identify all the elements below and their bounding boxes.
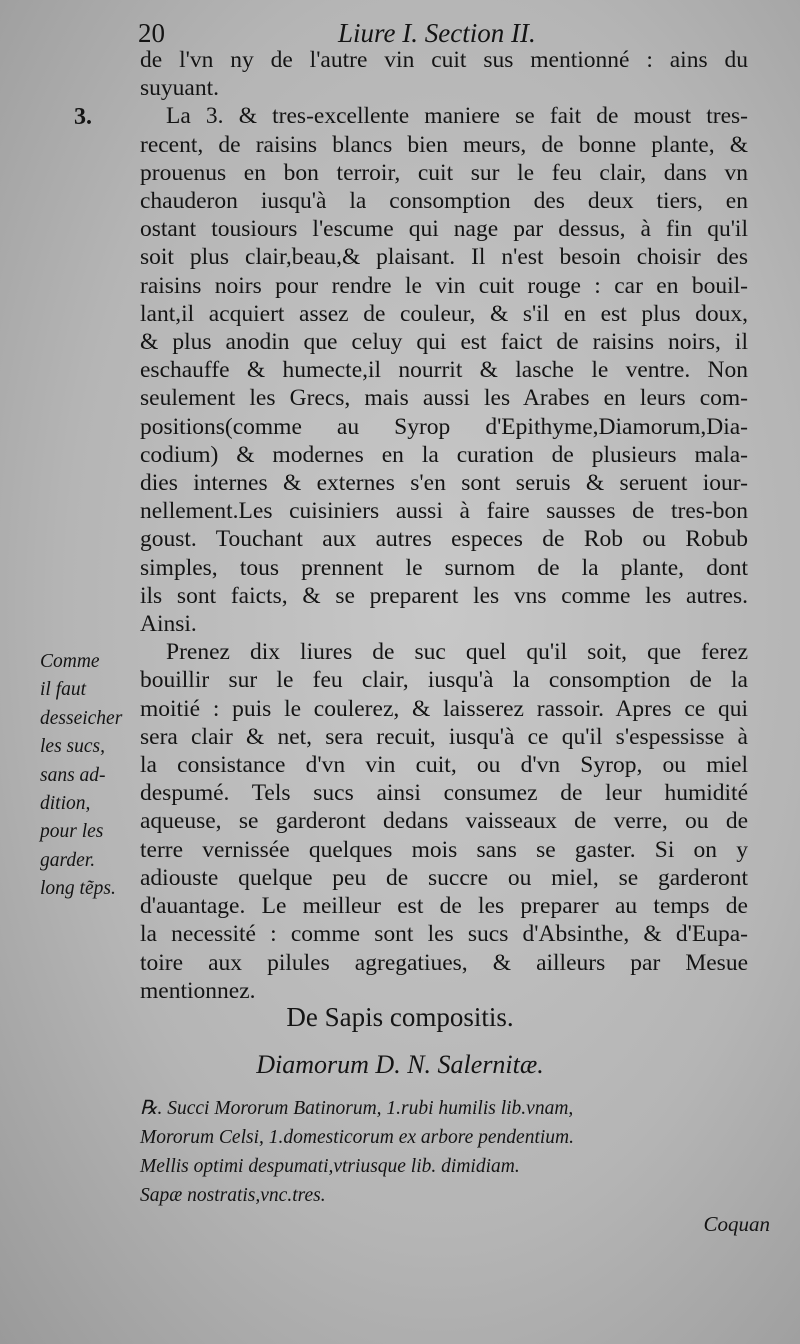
text-line: la necessité : comme sont les sucs d'Absinthe, & d'Eupa- (140, 921, 748, 948)
text-line: Prenez dix liures de suc quel qu'il soit, que ferez (166, 639, 748, 666)
text-line: adiouste quelque peu de succre ou miel, se garderont (140, 864, 748, 891)
text-line: ils sont faicts, & se preparent les vns comme les autres. (140, 582, 748, 609)
recipe-line: Mellis optimi despumati,vtriusque lib. dimidiam. (140, 1156, 520, 1177)
text-line: aqueuse, se garderont dedans vaisseaux de verre, ou de (140, 808, 748, 835)
text-line: d'auantage. Le meilleur est de les preparer au temps de (140, 893, 748, 920)
paragraph-3 (140, 638, 748, 1005)
text-line: bouillir sur le feu clair, iusqu'à la consomption de la (140, 667, 748, 694)
margin-note-line: les sucs, (40, 736, 105, 758)
text-line: nellement.Les cuisiniers aussi à faire sausses de tres-bon (140, 498, 748, 525)
text-line: ostant tousiours l'escume qui nage par dessus, à fin qu'il (140, 216, 748, 243)
recipe-title: Diamorum D. N. Salernitæ. (256, 1050, 544, 1079)
margin-note-line: long tẽps. (40, 878, 116, 900)
margin-number: 3. (74, 104, 92, 130)
catchword: Coquan (703, 1212, 770, 1236)
margin-note-line: dition, (40, 793, 91, 815)
text-line: Ainsi. (140, 611, 197, 638)
text-line: suyuant. (140, 75, 219, 102)
margin-note (40, 648, 140, 904)
text-line: sera clair & net, sera recuit, iusqu'à ce qu'il s'espessisse à (140, 723, 748, 750)
text-line: raisins noirs pour rendre le vin cuit rouge : car en bouil- (140, 272, 748, 299)
recipe-line: Mororum Celsi, 1.domesticorum ex arbore pendentium. (140, 1127, 574, 1148)
text-line: & plus anodin que celuy qui est faict de raisins noirs, il (140, 329, 748, 356)
paragraph-1 (140, 46, 748, 102)
text-line: recent, de raisins blancs bien meurs, de bonne plante, & (140, 131, 748, 158)
recipe-line: Sapæ nostratis,vnc.tres. (140, 1185, 326, 1206)
section-title: De Sapis compositis. (286, 1002, 514, 1032)
margin-note-line: garder. (40, 849, 96, 871)
paragraph-2 (140, 102, 748, 638)
text-line: dies internes & externes s'en sont seruis & seruent iour- (140, 470, 748, 497)
text-line: lant,il acquiert assez de couleur, & s'il en est plus doux, (140, 300, 748, 327)
text-line: de l'vn ny de l'autre vin cuit sus mentionné : ains du (140, 47, 748, 73)
text-line: simples, tous prennent le surnom de la plante, dont (140, 554, 748, 581)
recipe-line: ℞. Succi Mororum Batinorum, 1.rubi humilis lib.vnam, (140, 1098, 574, 1119)
text-line: positions(comme au Syrop d'Epithyme,Diamorum,Dia- (140, 413, 748, 440)
text-line: toire aux pilules agregatiues, & ailleurs par Mesue (140, 949, 748, 976)
text-line: prouenus en bon terroir, cuit sur le feu clair, dans vn (140, 159, 748, 186)
margin-note-line: desseicher (40, 707, 123, 729)
text-line: La 3. & tres-excellente maniere se fait de moust tres- (166, 103, 748, 130)
margin-note-line: il faut (40, 679, 87, 701)
text-line: codium) & modernes en la curation de plusieurs mala- (140, 441, 748, 468)
running-head: Liure I. Section II. (338, 18, 536, 48)
text-line: terre vernissée quelques mois sans se gaster. Si on y (140, 836, 748, 863)
text-line: eschauffe & humecte,il nourrit & lasche le ventre. Non (140, 357, 748, 384)
text-line: soit plus clair,beau,& plaisant. Il n'est besoin choisir des (140, 244, 748, 271)
margin-note-line: sans ad- (40, 764, 106, 786)
text-line: seulement les Grecs, mais aussi les Arabes en leurs com- (140, 385, 748, 412)
text-line: despumé. Tels sucs ainsi consumez de leur humidité (140, 780, 748, 807)
main-text (140, 46, 748, 1005)
text-line: moitié : puis le coulerez, & laisserez rassoir. Apres ce qui (140, 695, 748, 722)
text-line: mentionnez. (140, 977, 256, 1004)
text-line: chauderon iusqu'à la consomption des deux tiers, en (140, 188, 748, 215)
text-line: goust. Touchant aux autres especes de Rob ou Robub (140, 526, 748, 553)
recipe-ingredients (140, 1094, 574, 1210)
margin-note-line: Comme (40, 651, 100, 672)
page-number: 20 (138, 18, 165, 48)
margin-note-line: pour les (40, 821, 104, 843)
text-line: la consistance d'vn vin cuit, ou d'vn Syrop, ou miel (140, 752, 748, 779)
